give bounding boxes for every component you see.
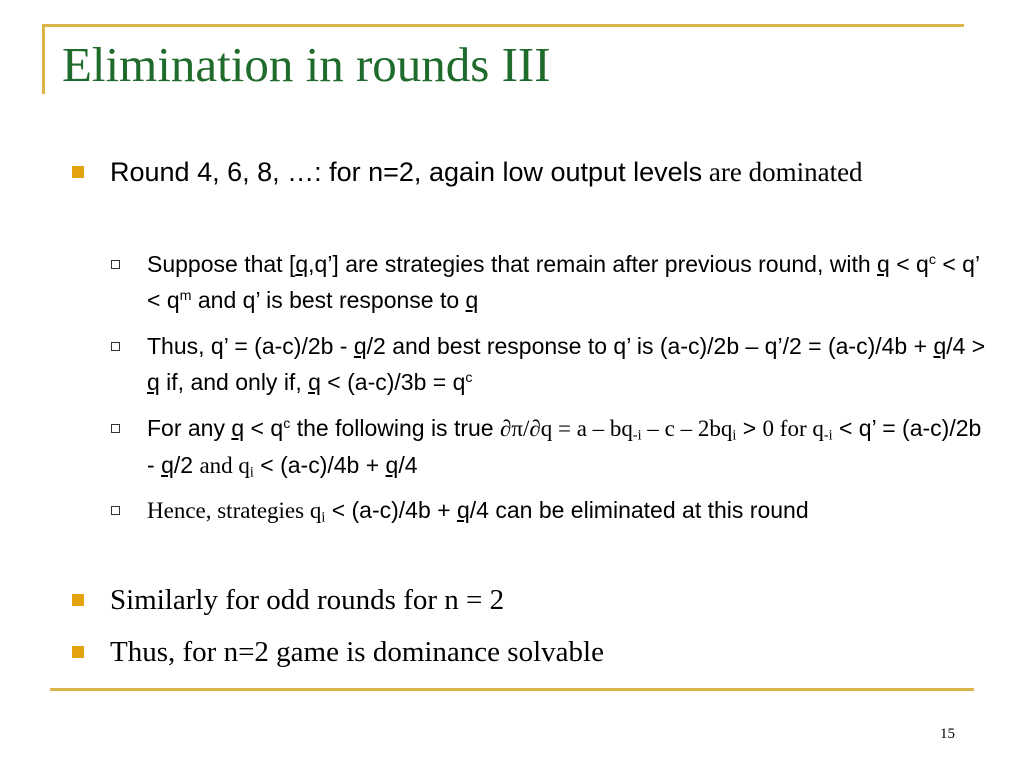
text: /2 and best response to q’ is (a-c)/2b – q’/2 = (a-c)/4b + bbox=[366, 333, 934, 359]
derivative-formula: – c – 2bq bbox=[641, 416, 733, 441]
page-number: 15 bbox=[940, 726, 955, 742]
sub-bullet-1 bbox=[147, 246, 987, 318]
text: < (a-c)/3b = q bbox=[320, 369, 466, 395]
slide-title: Elimination in rounds III bbox=[62, 37, 551, 92]
text: > bbox=[736, 415, 763, 441]
underlined-q: q bbox=[933, 333, 947, 359]
underlined-q: q bbox=[147, 369, 160, 395]
text: For any bbox=[147, 415, 232, 441]
text: /4 bbox=[398, 452, 418, 478]
text: < q bbox=[889, 251, 929, 277]
text: /4 > bbox=[946, 333, 986, 359]
hollow-square-bullet-icon bbox=[111, 424, 120, 433]
bullet-2-text: Similarly for odd rounds for n = 2 bbox=[110, 584, 505, 616]
sub-bullet-4 bbox=[147, 492, 987, 529]
square-bullet-icon bbox=[72, 166, 84, 178]
text: /2 bbox=[173, 452, 200, 478]
derivative-formula: ∂π/∂q = a – bq bbox=[499, 416, 633, 441]
hollow-square-bullet-icon bbox=[111, 260, 120, 269]
underlined-q: q bbox=[385, 452, 399, 478]
subscript: -i bbox=[823, 427, 833, 444]
subscript: i bbox=[732, 427, 737, 444]
superscript: c bbox=[928, 252, 936, 269]
superscript: c bbox=[465, 370, 473, 387]
text: < q’ = (a-c)/2b - bbox=[147, 415, 982, 478]
superscript: m bbox=[179, 288, 192, 305]
text: Suppose that [ bbox=[147, 251, 296, 277]
square-bullet-icon bbox=[72, 594, 84, 606]
serif-text: and q bbox=[199, 453, 250, 478]
bullet-3-text: Thus, for n=2 game is dominance solvable bbox=[110, 636, 604, 668]
superscript: c bbox=[283, 416, 291, 433]
square-bullet-icon bbox=[72, 646, 84, 658]
underlined-q: q bbox=[465, 287, 479, 313]
text: Thus, q’ = (a-c)/2b - bbox=[147, 333, 354, 359]
serif-text: Hence, strategies q bbox=[147, 498, 322, 523]
underlined-q: q bbox=[295, 251, 309, 277]
sub-bullet-3 bbox=[147, 410, 987, 484]
subscript: i bbox=[321, 509, 326, 526]
text: and q’ is best response to bbox=[191, 287, 466, 313]
hollow-square-bullet-icon bbox=[111, 342, 120, 351]
underlined-q: q bbox=[353, 333, 367, 359]
text: /4 can be eliminated at this round bbox=[469, 497, 809, 523]
text: < q bbox=[244, 415, 284, 441]
bullet-3 bbox=[110, 632, 990, 672]
text: ,q’] are strategies that remain after previous round, with bbox=[308, 251, 878, 277]
bullet-1-text: Round 4, 6, 8, …: for n=2, again low output levels bbox=[110, 157, 703, 187]
bullet-1-serif-text: are dominated bbox=[702, 157, 863, 187]
text: the following is true bbox=[290, 415, 500, 441]
underlined-q: q bbox=[231, 415, 245, 441]
subscript: -i bbox=[632, 427, 642, 444]
underlined-q: q bbox=[308, 369, 321, 395]
underlined-q: q bbox=[456, 497, 470, 523]
text: if, and only if, bbox=[159, 369, 309, 395]
underlined-q: q bbox=[877, 251, 890, 277]
bullet-2 bbox=[110, 580, 990, 620]
bullet-1 bbox=[110, 152, 990, 192]
sub-bullet-2 bbox=[147, 328, 987, 400]
serif-text: 0 for q bbox=[762, 416, 824, 441]
text: < (a-c)/4b + bbox=[325, 497, 457, 523]
text: < (a-c)/4b + bbox=[253, 452, 386, 478]
underlined-q: q bbox=[161, 452, 174, 478]
text: < q’ < q bbox=[147, 251, 980, 313]
subscript: i bbox=[249, 464, 254, 481]
hollow-square-bullet-icon bbox=[111, 506, 120, 515]
